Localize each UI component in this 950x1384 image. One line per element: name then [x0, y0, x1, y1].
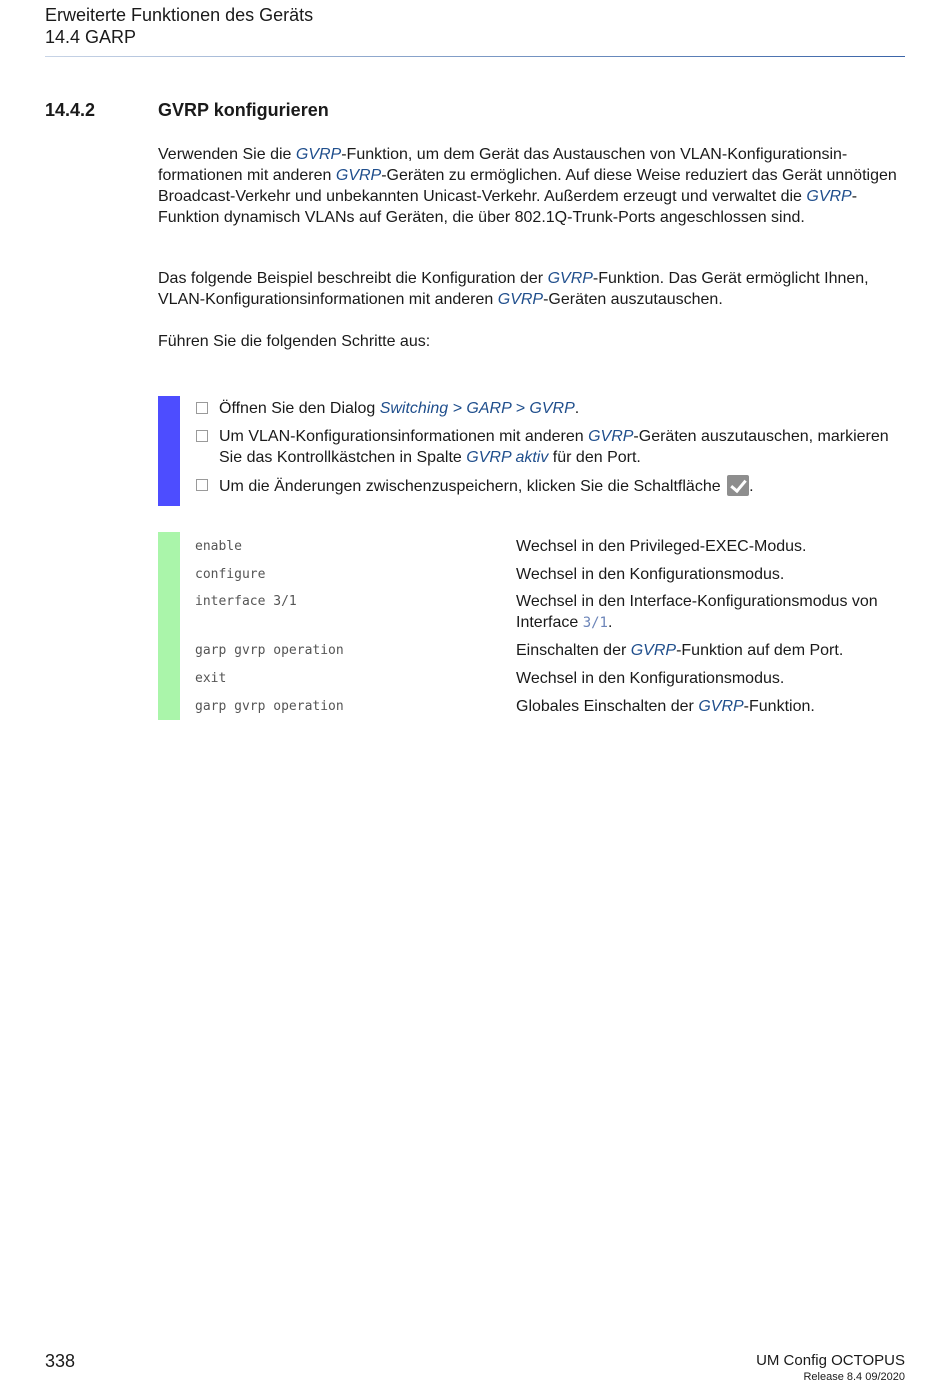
gvrp-term: GVRP — [295, 146, 342, 163]
cli-command: garp gvrp operation — [195, 699, 344, 714]
cli-bar — [158, 532, 180, 720]
gvrp-term: GVRP — [588, 428, 634, 445]
release-info: Release 8.4 09/2020 — [803, 1371, 905, 1383]
header-section: 14.4 GARP — [45, 27, 137, 47]
gvrp-term: GVRP — [547, 270, 593, 287]
interface-code: 3/1 — [582, 615, 608, 631]
checkmark-button-icon — [727, 475, 749, 496]
dialog-path: Switching > GARP > GVRP — [379, 400, 575, 417]
checkbox-icon — [196, 430, 208, 442]
cli-command: exit — [195, 671, 227, 686]
step-item: Öffnen Sie den Dialog Switching > GARP > GVRP. — [195, 398, 915, 419]
intro-paragraph-3: Führen Sie die folgenden Schritte aus: — [158, 333, 431, 350]
document-name: UM Config OCTOPUS — [756, 1352, 905, 1369]
intro-paragraph-2: Das folgende Beispiel beschreibt die Konfiguration der GVRP-Funktion. Das Gerät ermöglicht Ihnen, VLAN-Konfigurationsinformationen mit anderen GVRP-Geräten auszutauschen. — [158, 270, 869, 308]
step-item: Um die Änderungen zwischenzuspeichern, klicken Sie die Schaltfläche . — [195, 475, 915, 497]
cli-description: Wechsel in den Konfigurationsmodus. — [516, 670, 785, 687]
gvrp-term: GVRP — [806, 188, 852, 205]
gvrp-term: GVRP — [335, 167, 382, 184]
cli-description: Wechsel in den Konfigurationsmodus. — [516, 566, 785, 583]
header-rule — [45, 56, 905, 57]
cli-command: configure — [195, 567, 266, 582]
checkbox-icon — [196, 402, 208, 414]
cli-description: Wechsel in den Interface-Konfigurationsmodus von Interface 3/1. — [516, 593, 878, 631]
section-title: GVRP konfigurieren — [158, 100, 329, 120]
cli-command: enable — [195, 539, 242, 554]
page-number: 338 — [45, 1351, 76, 1371]
step-list — [195, 398, 915, 504]
steps-bar — [158, 396, 180, 506]
checkbox-icon — [196, 479, 208, 491]
header-chapter: Erweiterte Funktionen des Geräts — [45, 5, 314, 25]
section-number: 14.4.2 — [45, 100, 96, 120]
cli-description: Globales Einschalten der GVRP-Funktion. — [516, 698, 815, 715]
intro-paragraph-1: Verwenden Sie die GVRP-Funktion, um dem Gerät das Austauschen von VLAN-Konfigurationsin-formationen mit anderen GVRP-Geräten zu ermöglichen. Auf diese Weise reduziert das Gerät unnötigen Broadcast-Verkehr und unbekannten Unicast-Verkehr. Außerdem erzeugt und verwaltet die GVRP-Funktion dynamisch VLANs auf Geräten, die über 802.1Q-Trunk-Ports angeschlossen sind. — [158, 146, 897, 226]
step-item: Um VLAN-Konfigurationsinformationen mit anderen GVRP-Geräten auszutauschen, markieren Sie das Kontrollkästchen in Spalte GVRP aktiv für den Port. — [195, 426, 915, 468]
cli-command: interface 3/1 — [195, 594, 297, 609]
gvrp-term: GVRP — [497, 291, 544, 308]
cli-command: garp gvrp operation — [195, 643, 344, 658]
gvrp-term: GVRP — [698, 698, 744, 715]
cli-description: Wechsel in den Privileged-EXEC-Modus. — [516, 538, 807, 555]
gvrp-term: GVRP — [630, 642, 677, 659]
cli-description: Einschalten der GVRP-Funktion auf dem Port. — [516, 642, 844, 659]
column-name: GVRP aktiv — [466, 449, 549, 466]
